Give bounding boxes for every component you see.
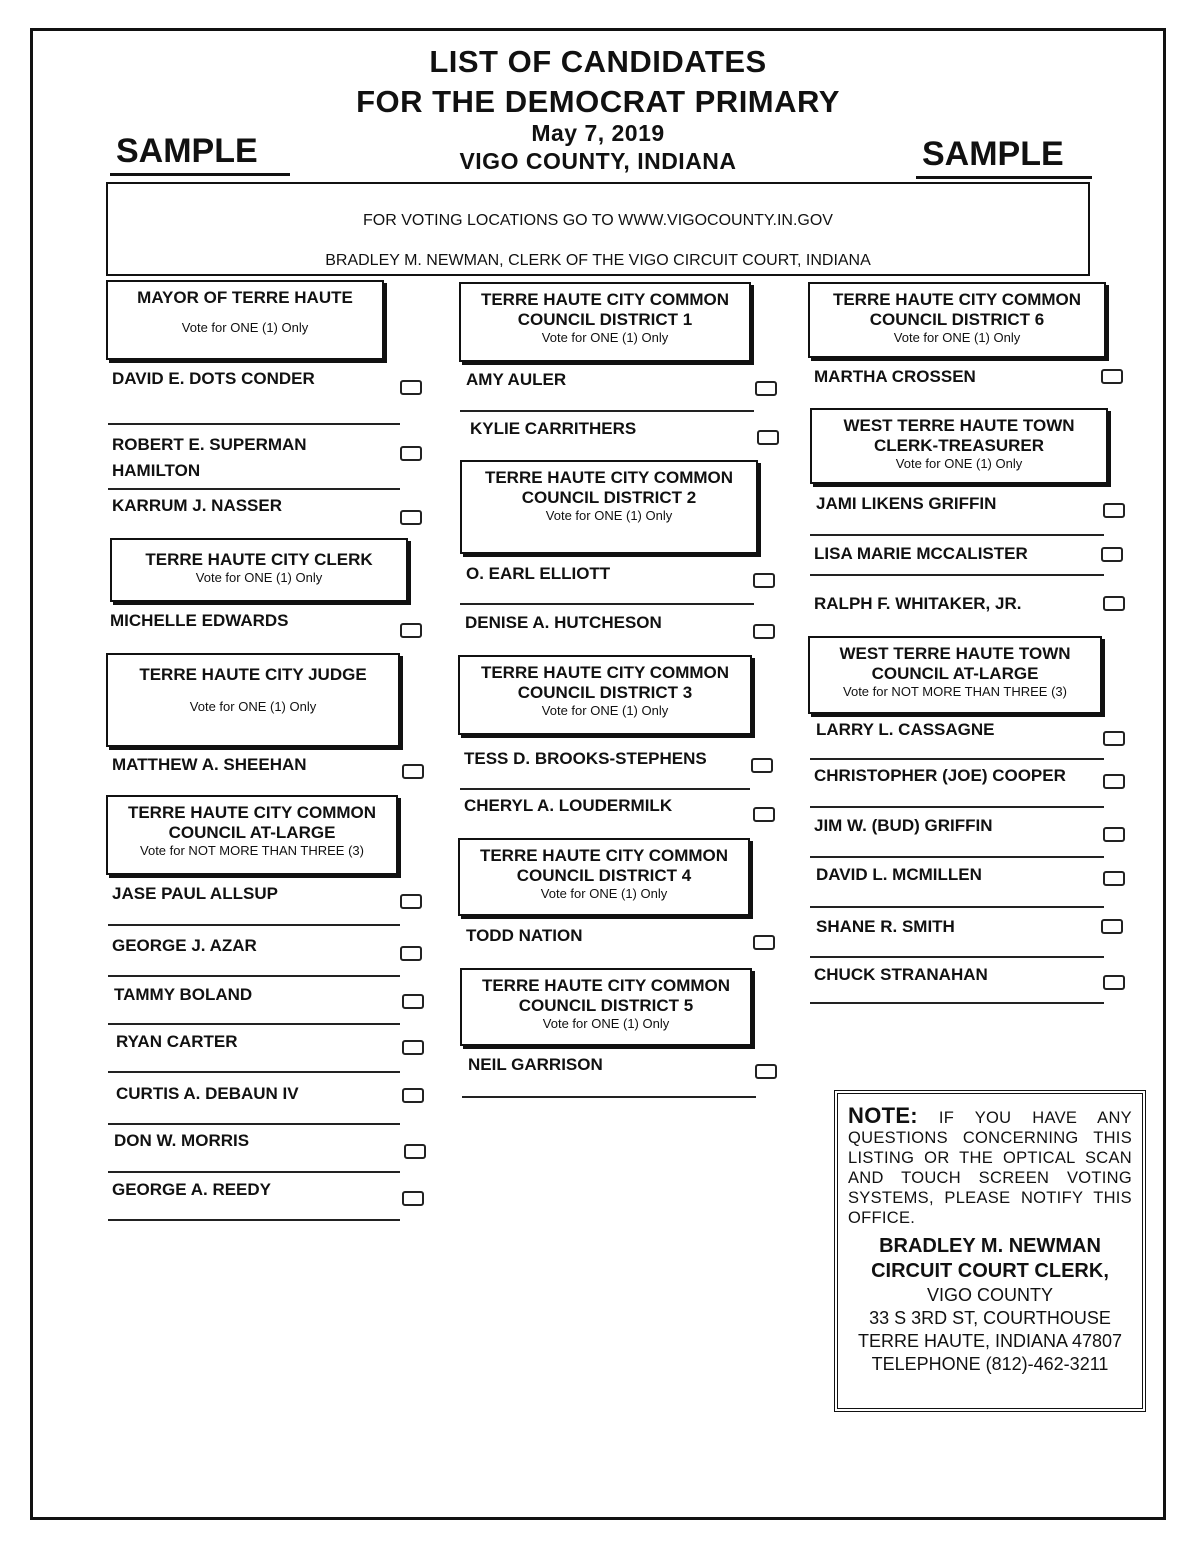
note-text: IF YOU HAVE ANY QUESTIONS CONCERNING THIS LISTING OR THE OPTICAL SCAN AND TOUCH SCREEN VOTING SYSTEMS, PLEASE NOTIFY THIS OFFICE. — [848, 1109, 1132, 1227]
office-vote-rule: Vote for ONE (1) Only — [541, 703, 669, 718]
vote-checkbox[interactable] — [1103, 827, 1125, 842]
office-vote-rule: Vote for ONE (1) Only — [895, 456, 1023, 471]
office-name: TERRE HAUTE CITY COMMON COUNCIL AT-LARGE — [127, 803, 377, 842]
divider — [810, 574, 1104, 576]
voting-locations-text: FOR VOTING LOCATIONS GO TO WWW.VIGOCOUNTY.IN.GOV — [363, 212, 833, 229]
candidate-name: SHANE R. SMITH — [816, 917, 955, 936]
candidate-name: RALPH F. WHITAKER, JR. — [814, 594, 1022, 613]
candidate-name: CURTIS A. DEBAUN IV — [116, 1084, 299, 1103]
vote-checkbox[interactable] — [1103, 731, 1125, 746]
candidate-name: JIM W. (BUD) GRIFFIN — [814, 816, 993, 835]
divider — [810, 956, 1104, 958]
office-name: TERRE HAUTE CITY JUDGE — [139, 665, 367, 684]
note-address-1: 33 S 3RD ST, COURTHOUSE — [869, 1308, 1111, 1328]
office-vote-rule: Vote for NOT MORE THAN THREE (3) — [843, 684, 1067, 699]
title-line-2: FOR THE DEMOCRAT PRIMARY — [356, 84, 840, 119]
note-phone: TELEPHONE (812)-462-3211 — [871, 1354, 1109, 1374]
divider — [108, 924, 400, 926]
candidate-name: JASE PAUL ALLSUP — [112, 884, 278, 903]
clerk-text: BRADLEY M. NEWMAN, CLERK OF THE VIGO CIRCUIT COURT, INDIANA — [325, 252, 871, 269]
vote-checkbox[interactable] — [1101, 547, 1123, 562]
vote-checkbox[interactable] — [402, 994, 424, 1009]
office-header-mayor — [106, 280, 384, 360]
election-date: May 7, 2019 — [531, 120, 665, 146]
divider — [462, 1096, 756, 1098]
divider — [810, 758, 1104, 760]
vote-checkbox[interactable] — [1103, 871, 1125, 886]
vote-checkbox[interactable] — [755, 1064, 777, 1079]
vote-checkbox[interactable] — [400, 380, 422, 395]
sample-label-right: SAMPLE — [916, 135, 1092, 179]
note-clerk-title: CIRCUIT COURT CLERK, — [871, 1260, 1109, 1282]
divider — [108, 1219, 400, 1221]
office-header-district-3 — [458, 655, 752, 735]
title-line-1: LIST OF CANDIDATES — [429, 44, 767, 79]
vote-checkbox[interactable] — [753, 807, 775, 822]
vote-checkbox[interactable] — [402, 1088, 424, 1103]
divider — [108, 1171, 400, 1173]
office-vote-rule: Vote for ONE (1) Only — [189, 699, 317, 714]
office-vote-rule: Vote for NOT MORE THAN THREE (3) — [140, 843, 364, 858]
sample-label-left: SAMPLE — [110, 132, 290, 176]
office-name: TERRE HAUTE CITY COMMON COUNCIL DISTRICT 1 — [480, 290, 730, 329]
note-clerk-name: BRADLEY M. NEWMAN — [879, 1235, 1101, 1257]
vote-checkbox[interactable] — [400, 946, 422, 961]
office-header-district-4 — [458, 838, 750, 916]
info-box — [106, 182, 1090, 276]
vote-checkbox[interactable] — [757, 430, 779, 445]
candidate-name: DAVID E. DOTS CONDER — [112, 369, 315, 388]
candidate-name: LISA MARIE MCCALISTER — [814, 544, 1028, 563]
candidate-name: GEORGE J. AZAR — [112, 936, 257, 955]
vote-checkbox[interactable] — [1103, 975, 1125, 990]
vote-checkbox[interactable] — [402, 1040, 424, 1055]
candidate-name: CHRISTOPHER (JOE) COOPER — [814, 766, 1066, 785]
candidate-name: KYLIE CARRITHERS — [470, 419, 637, 438]
office-vote-rule: Vote for ONE (1) Only — [181, 320, 309, 335]
office-name: WEST TERRE HAUTE TOWN COUNCIL AT-LARGE — [839, 644, 1071, 683]
office-vote-rule: Vote for ONE (1) Only — [545, 508, 673, 523]
candidate-name: TESS D. BROOKS-STEPHENS — [464, 749, 707, 768]
vote-checkbox[interactable] — [400, 894, 422, 909]
vote-checkbox[interactable] — [751, 758, 773, 773]
vote-checkbox[interactable] — [400, 623, 422, 638]
vote-checkbox[interactable] — [1103, 596, 1125, 611]
office-header-district-1 — [459, 282, 751, 362]
candidate-name: CHERYL A. LOUDERMILK — [464, 796, 673, 815]
candidate-name: AMY AULER — [466, 370, 567, 389]
candidate-name: DAVID L. MCMILLEN — [816, 865, 982, 884]
office-name: TERRE HAUTE CITY CLERK — [145, 550, 373, 569]
office-header-wth-clerk-treasurer — [810, 408, 1108, 484]
candidate-name: RYAN CARTER — [116, 1032, 238, 1051]
divider — [460, 603, 754, 605]
note-box — [834, 1090, 1146, 1412]
candidate-name: DENISE A. HUTCHESON — [465, 613, 662, 632]
candidate-name: O. EARL ELLIOTT — [466, 564, 611, 583]
office-header-city-clerk — [110, 538, 408, 602]
vote-checkbox[interactable] — [400, 446, 422, 461]
candidate-name: CHUCK STRANAHAN — [814, 965, 988, 984]
vote-checkbox[interactable] — [402, 764, 424, 779]
candidate-name: TODD NATION — [466, 926, 583, 945]
office-header-district-6 — [808, 282, 1106, 358]
divider — [108, 488, 400, 490]
county-name: VIGO COUNTY, INDIANA — [459, 148, 737, 174]
candidate-name: MARTHA CROSSEN — [814, 367, 976, 386]
vote-checkbox[interactable] — [1101, 369, 1123, 384]
vote-checkbox[interactable] — [400, 510, 422, 525]
office-name: TERRE HAUTE CITY COMMON COUNCIL DISTRICT 2 — [484, 468, 734, 507]
divider — [810, 806, 1104, 808]
candidate-name: KARRUM J. NASSER — [112, 496, 283, 515]
divider — [810, 906, 1104, 908]
candidate-name: GEORGE A. REEDY — [112, 1180, 272, 1199]
office-header-wth-council-at-large — [808, 636, 1102, 714]
note-county: VIGO COUNTY — [926, 1285, 1053, 1305]
office-header-district-5 — [460, 968, 752, 1046]
note-body — [848, 1103, 1132, 1228]
divider — [460, 410, 754, 412]
divider — [108, 975, 400, 977]
divider — [810, 534, 1104, 536]
candidate-name: DON W. MORRIS — [114, 1131, 250, 1150]
office-name: TERRE HAUTE CITY COMMON COUNCIL DISTRICT 5 — [481, 976, 731, 1015]
note-label: NOTE: — [848, 1103, 918, 1128]
divider — [108, 423, 400, 425]
office-name: TERRE HAUTE CITY COMMON COUNCIL DISTRICT 6 — [832, 290, 1082, 329]
vote-checkbox[interactable] — [402, 1191, 424, 1206]
candidate-name: MICHELLE EDWARDS — [110, 611, 289, 630]
candidate-name: ROBERT E. SUPERMAN HAMILTON — [112, 435, 307, 480]
divider — [108, 1071, 400, 1073]
office-vote-rule: Vote for ONE (1) Only — [542, 1016, 670, 1031]
vote-checkbox[interactable] — [404, 1144, 426, 1159]
vote-checkbox[interactable] — [1103, 774, 1125, 789]
office-header-city-judge — [106, 653, 400, 747]
office-header-council-at-large — [106, 795, 398, 875]
office-name: TERRE HAUTE CITY COMMON COUNCIL DISTRICT 4 — [479, 846, 729, 885]
vote-checkbox[interactable] — [753, 573, 775, 588]
office-name: MAYOR OF TERRE HAUTE — [137, 288, 353, 307]
divider — [810, 856, 1104, 858]
office-vote-rule: Vote for ONE (1) Only — [893, 330, 1021, 345]
office-vote-rule: Vote for ONE (1) Only — [541, 330, 669, 345]
candidate-name: NEIL GARRISON — [468, 1055, 603, 1074]
candidate-name: TAMMY BOLAND — [114, 985, 253, 1004]
vote-checkbox[interactable] — [755, 381, 777, 396]
vote-checkbox[interactable] — [1103, 503, 1125, 518]
divider — [108, 1123, 400, 1125]
candidate-name: JAMI LIKENS GRIFFIN — [816, 494, 997, 513]
candidate-name: MATTHEW A. SHEEHAN — [112, 755, 307, 774]
vote-checkbox[interactable] — [753, 935, 775, 950]
office-header-district-2 — [460, 460, 758, 554]
note-address-2: TERRE HAUTE, INDIANA 47807 — [857, 1331, 1123, 1351]
office-name: TERRE HAUTE CITY COMMON COUNCIL DISTRICT 3 — [480, 663, 730, 702]
divider — [810, 1002, 1104, 1004]
office-name: WEST TERRE HAUTE TOWN CLERK-TREASURER — [843, 416, 1075, 455]
vote-checkbox[interactable] — [753, 624, 775, 639]
office-vote-rule: Vote for ONE (1) Only — [540, 886, 668, 901]
divider — [108, 1023, 400, 1025]
office-vote-rule: Vote for ONE (1) Only — [195, 570, 323, 585]
vote-checkbox[interactable] — [1101, 919, 1123, 934]
candidate-name: LARRY L. CASSAGNE — [816, 720, 995, 739]
divider — [460, 788, 750, 790]
